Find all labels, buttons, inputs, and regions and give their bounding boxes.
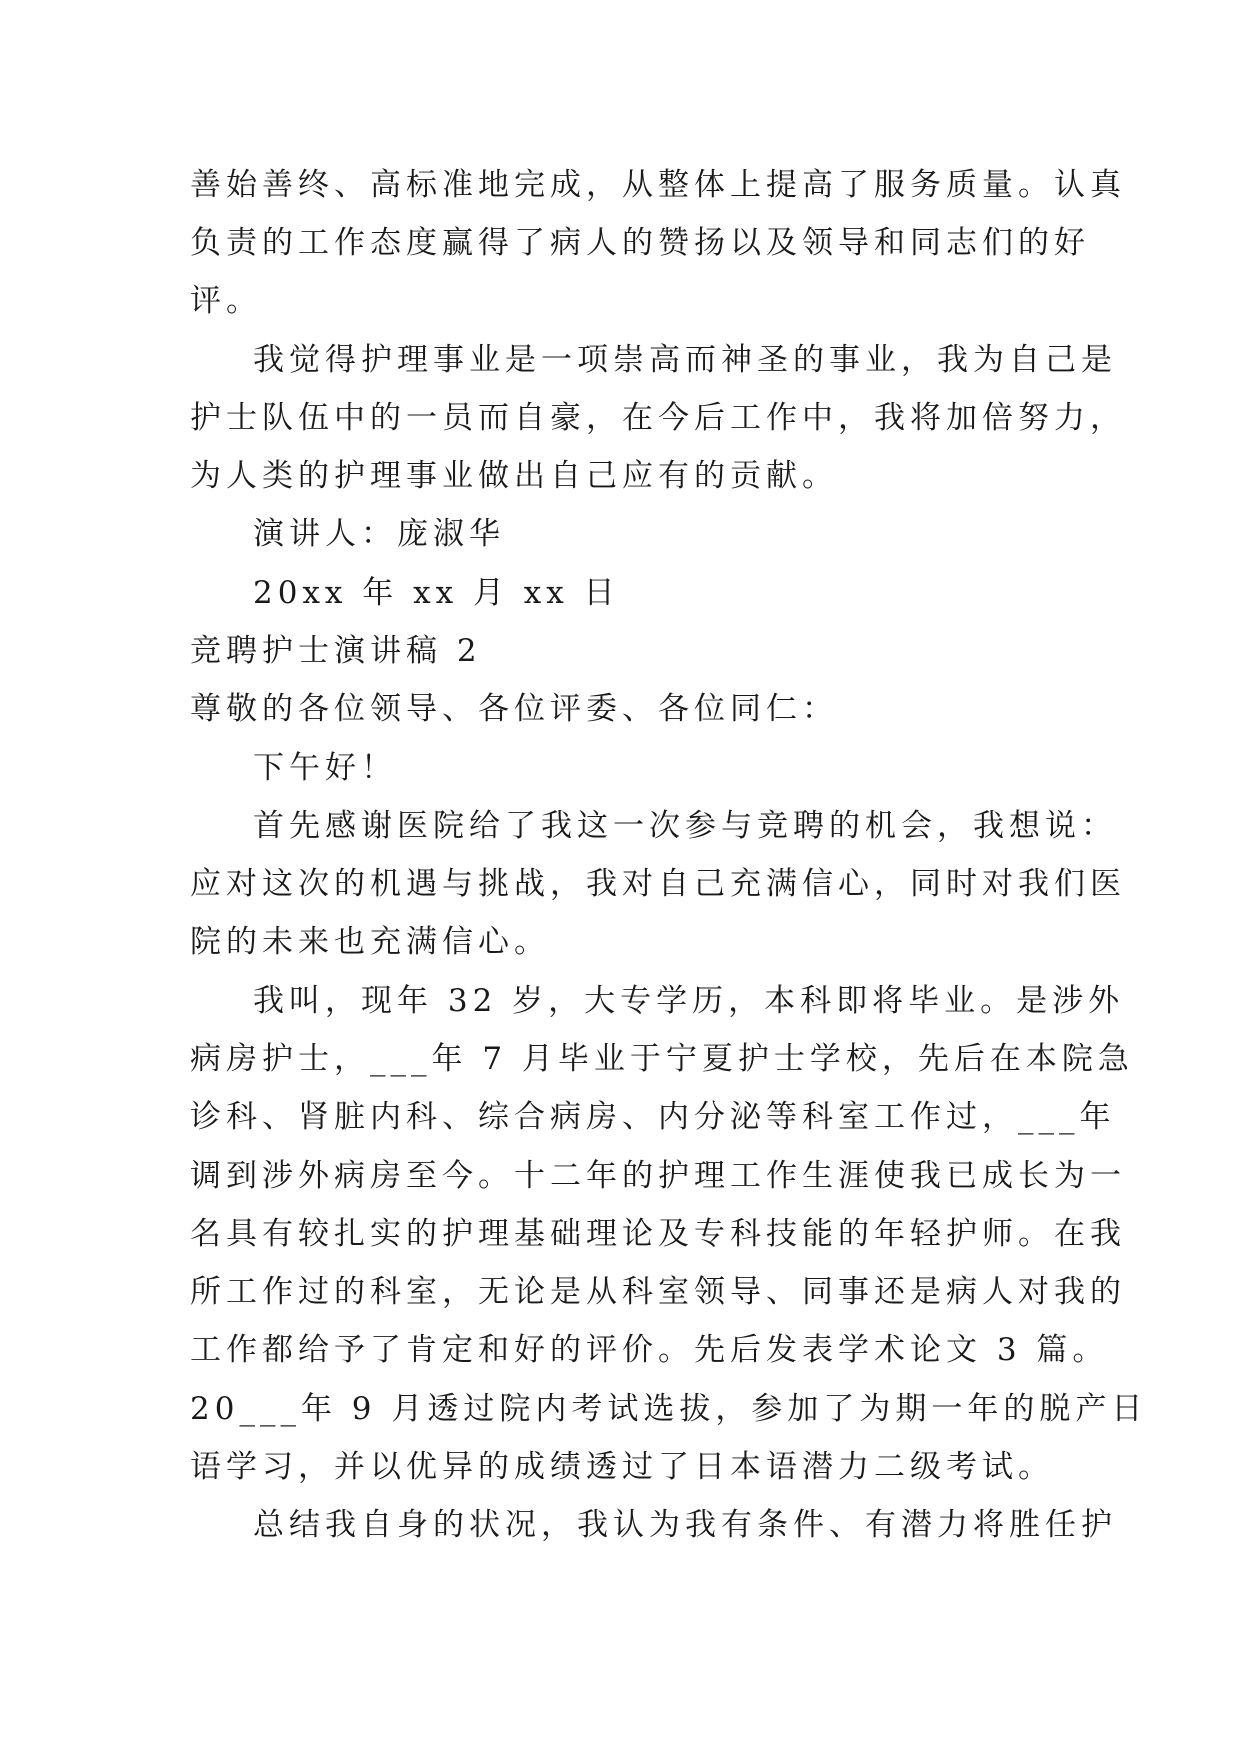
text-line: 调到涉外病房至今。十二年的护理工作生涯使我已成长为一: [190, 1158, 1126, 1194]
text-line: 语学习，并以优异的成绩透过了日本语潜力二级考试。: [190, 1449, 1054, 1485]
speaker-line: 演讲人：庞淑华: [253, 516, 505, 552]
text-line: 20___年 9 月透过院内考试选拔，参加了为期一年的脱产日: [190, 1391, 1148, 1427]
text-line: 为人类的护理事业做出自己应有的贡献。: [190, 458, 838, 494]
text-line: 我觉得护理事业是一项崇高而神圣的事业，我为自己是: [253, 342, 1117, 378]
date-line: 20xx 年 xx 月 xx 日: [253, 575, 620, 611]
greeting: 下午好！: [253, 750, 397, 786]
text-line: 护士队伍中的一员而自豪，在今后工作中，我将加倍努力，: [190, 400, 1126, 436]
text-line: 负责的工作态度赢得了病人的赞扬以及领导和同志们的好: [190, 225, 1090, 261]
text-line: 我叫，现年 32 岁，大专学历，本科即将毕业。是涉外: [253, 983, 1125, 1019]
text-line: 总结我自身的状况，我认为我有条件、有潜力将胜任护: [253, 1507, 1117, 1543]
text-line: 评。: [190, 283, 262, 319]
text-line: 病房护士，___年 7 月毕业于宁夏护士学校，先后在本院急: [190, 1041, 1134, 1077]
text-line: 善始善终、高标准地完成，从整体上提高了服务质量。认真: [190, 167, 1126, 203]
text-line: 诊科、肾脏内科、综合病房、内分泌等科室工作过，___年: [190, 1099, 1116, 1135]
salutation: 尊敬的各位领导、各位评委、各位同仁：: [190, 691, 838, 727]
text-line: 名具有较扎实的护理基础理论及专科技能的年轻护师。在我: [190, 1216, 1126, 1252]
text-line: 工作都给予了肯定和好的评价。先后发表学术论文 3 篇。: [190, 1332, 1109, 1368]
section-title: 竞聘护士演讲稿 2: [190, 633, 482, 669]
text-line: 应对这次的机遇与挑战，我对自己充满信心，同时对我们医: [190, 866, 1126, 902]
text-line: 首先感谢医院给了我这一次参与竞聘的机会，我想说：: [253, 808, 1117, 844]
text-line: 所工作过的科室，无论是从科室领导、同事还是病人对我的: [190, 1274, 1126, 1310]
text-line: 院的未来也充满信心。: [190, 924, 550, 960]
